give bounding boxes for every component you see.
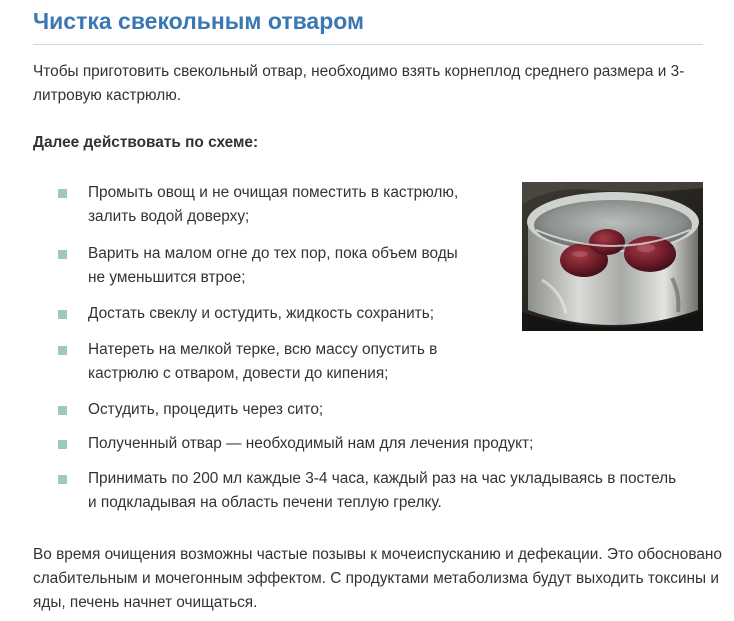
step-text xyxy=(88,242,458,290)
step-line: Остудить, процедить через сито; xyxy=(88,401,324,418)
steps-heading: Далее действовать по схеме: xyxy=(33,134,259,151)
step-line: и подкладывая на область печени теплую грелку. xyxy=(88,494,442,511)
square-bullet-icon xyxy=(58,189,67,198)
step-text xyxy=(88,432,533,456)
step-line: Принимать по 200 мл каждые 3-4 часа, каждый раз на час укладываясь в постель xyxy=(88,470,677,487)
step-line: не уменьшится втрое; xyxy=(88,269,246,286)
step-text xyxy=(88,338,437,386)
step-line: кастрюлю с отваром, довести до кипения; xyxy=(88,365,389,382)
step-text xyxy=(88,467,676,515)
square-bullet-icon xyxy=(58,475,67,484)
square-bullet-icon xyxy=(58,250,67,259)
step-line: Полученный отвар — необходимый нам для лечения продукт; xyxy=(88,435,534,452)
closing-paragraph: Во время очищения возможны частые позывы к мочеиспусканию и дефекации. Это обосновано слабительным и мочегонным эффектом. С продуктами метаболизма будут выходить токсины и яды, печень начнет очищаться. xyxy=(33,546,722,611)
article-title: Чистка свекольным отваром xyxy=(33,8,365,34)
step-line: залить водой доверху; xyxy=(88,208,250,225)
step-text xyxy=(88,181,458,229)
intro-paragraph: Чтобы приготовить свекольный отвар, необходимо взять корнеплод среднего размера и 3-литровую кастрюлю. xyxy=(33,63,685,104)
square-bullet-icon xyxy=(58,440,67,449)
square-bullet-icon xyxy=(58,346,67,355)
step-line: Промыть овощ и не очищая поместить в кастрюлю, xyxy=(88,184,459,201)
step-text xyxy=(88,398,323,422)
title-divider xyxy=(33,44,703,45)
step-line: Натереть на мелкой терке, всю массу опустить в xyxy=(88,341,438,358)
square-bullet-icon xyxy=(58,310,67,319)
step-line: Достать свеклу и остудить, жидкость сохранить; xyxy=(88,305,435,322)
step-line: Варить на малом огне до тех пор, пока объем воды xyxy=(88,245,458,262)
beets-in-pot-photo xyxy=(522,182,703,331)
step-text xyxy=(88,302,434,326)
square-bullet-icon xyxy=(58,406,67,415)
